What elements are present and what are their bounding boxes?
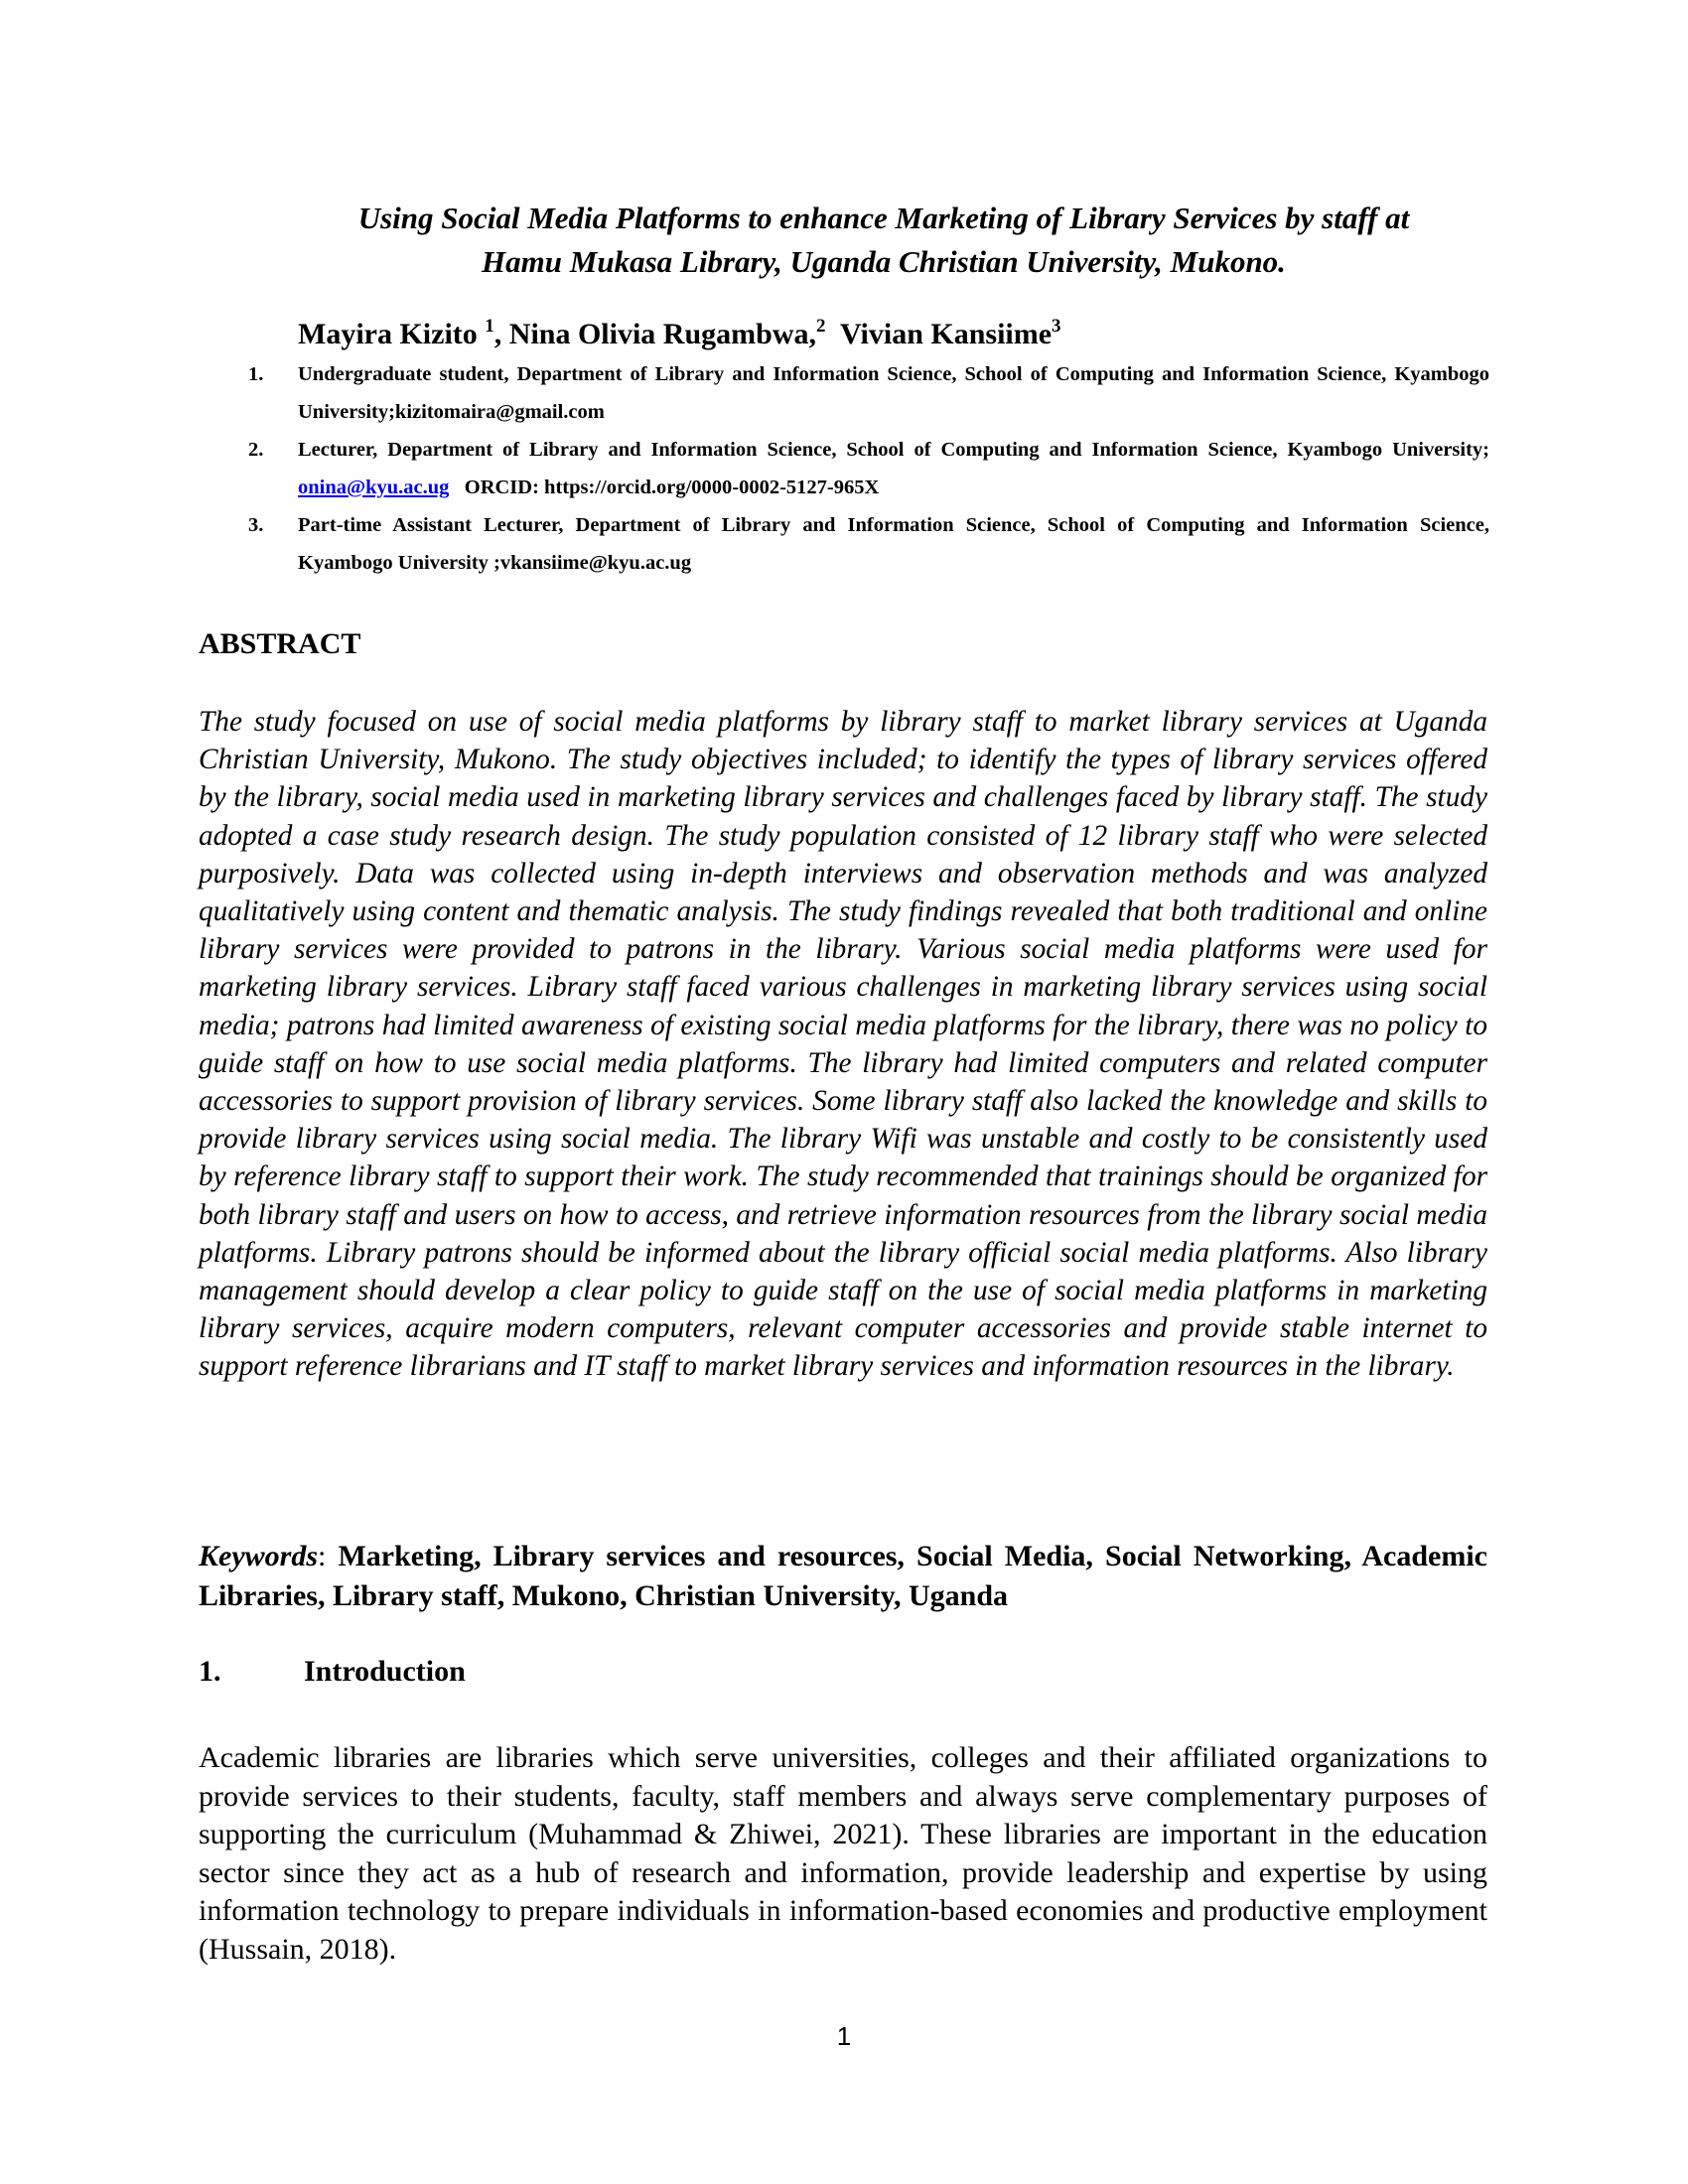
author-name: Vivian Kansiime [839,318,1053,350]
author-affiliation-marker: 3 [1052,316,1061,337]
affiliation-text: Undergraduate student, Department of Library and Information Science, School of Computing and Information Science, Kyambogo University;kizitomaira@gmail.com [298,363,1489,423]
keywords-label: Keywords [199,1540,318,1572]
introduction-paragraph: Academic libraries are libraries which serve universities, colleges and their affiliated organizations to provide services to their students, faculty, staff members and always serve complementary purposes of supporting the curriculum (Muhammad & Zhiwei, 2021). These libraries are important in the education sector since they act as a hub of research and information, provide leadership and expertise by using information technology to prepare individuals in information-based economies and productive employment (Hussain, 2018). [199,1741,1487,1966]
keywords-list: Marketing, Library services and resources, Social Media, Social Networking, Academic Libraries, Library staff, Mukono, Christian University, Uganda [199,1540,1487,1612]
abstract-body: The study focused on use of social media platforms by library staff to market library services at Uganda Christian University, Mukono. The study objectives included; to identify the types of library services offered by the library, social media used in marketing library services and challenges faced by library staff. The study adopted a case study research design. The study population consisted of 12 library staff who were selected purposively. Data was collected using in-depth interviews and observation methods and was analyzed qualitatively using content and thematic analysis. The study findings revealed that both traditional and online library services were provided to patrons in the library. Various social media platforms were used for marketing library services. Library staff faced various challenges in marketing library services using social media; patrons had limited awareness of existing social media platforms for the library, there was no policy to guide staff on how to use social media platforms. The library had limited computers and related computer accessories to support provision of library services. Some library staff also lacked the knowledge and skills to provide library services using social media. The library Wifi was unstable and costly to be consistently used by reference library staff to support their work. The study recommended that trainings should be organized for both library staff and users on how to access, and retrieve information resources from the library social media platforms. Library patrons should be informed about the library official social media platforms. Also library management should develop a clear policy to guide staff on the use of social media platforms in marketing library services, acquire modern computers, relevant computer accessories and provide stable internet to support reference librarians and IT staff to market library services and information resources in the library. [199,706,1487,1383]
affiliation-number: 1. [248,363,264,385]
section-heading-introduction [199,1655,466,1689]
affiliation-1 [248,355,1489,431]
affiliation-number: 2. [248,439,264,461]
paper-title [298,197,1470,284]
title-line-2: Hamu Mukasa Library, Uganda Christian University, Mukono. [482,244,1286,279]
affiliation-number: 3. [248,514,264,536]
affiliation-text [298,431,1489,506]
author-name: Mayira Kizito [298,318,486,350]
affiliation-2 [248,431,1489,506]
orcid-text: ORCID: https://orcid.org/0000-0002-5127-965X [449,477,880,498]
affiliation-3 [248,506,1489,582]
section-number: 1. [199,1655,221,1688]
author-affiliation-marker: 2 [816,316,826,337]
keywords-colon: : [318,1540,339,1572]
page-number: 1 [836,2021,852,2051]
abstract-heading: ABSTRACT [199,627,361,660]
email-link[interactable]: onina@kyu.ac.ug [298,477,450,498]
author-name: Nina Olivia Rugambwa, [508,318,816,350]
section-title: Introduction [304,1655,466,1688]
author-separator: , [493,318,509,350]
title-line-1: Using Social Media Platforms to enhance Marketing of Library Services by staff at [357,201,1410,235]
keywords [199,1537,1487,1616]
affiliation-text: Part-time Assistant Lecturer, Department of Library and Information Science, School of Computing and Information Science, Kyambogo University ;vkansiime@kyu.ac.ug [298,514,1489,574]
author-affiliation-marker: 1 [485,316,494,337]
author-separator [826,318,840,350]
author-list [298,316,1061,351]
affiliation-text-before: Lecturer, Department of Library and Information Science, School of Computing and Information Science, Kyambogo University; [298,439,1489,461]
